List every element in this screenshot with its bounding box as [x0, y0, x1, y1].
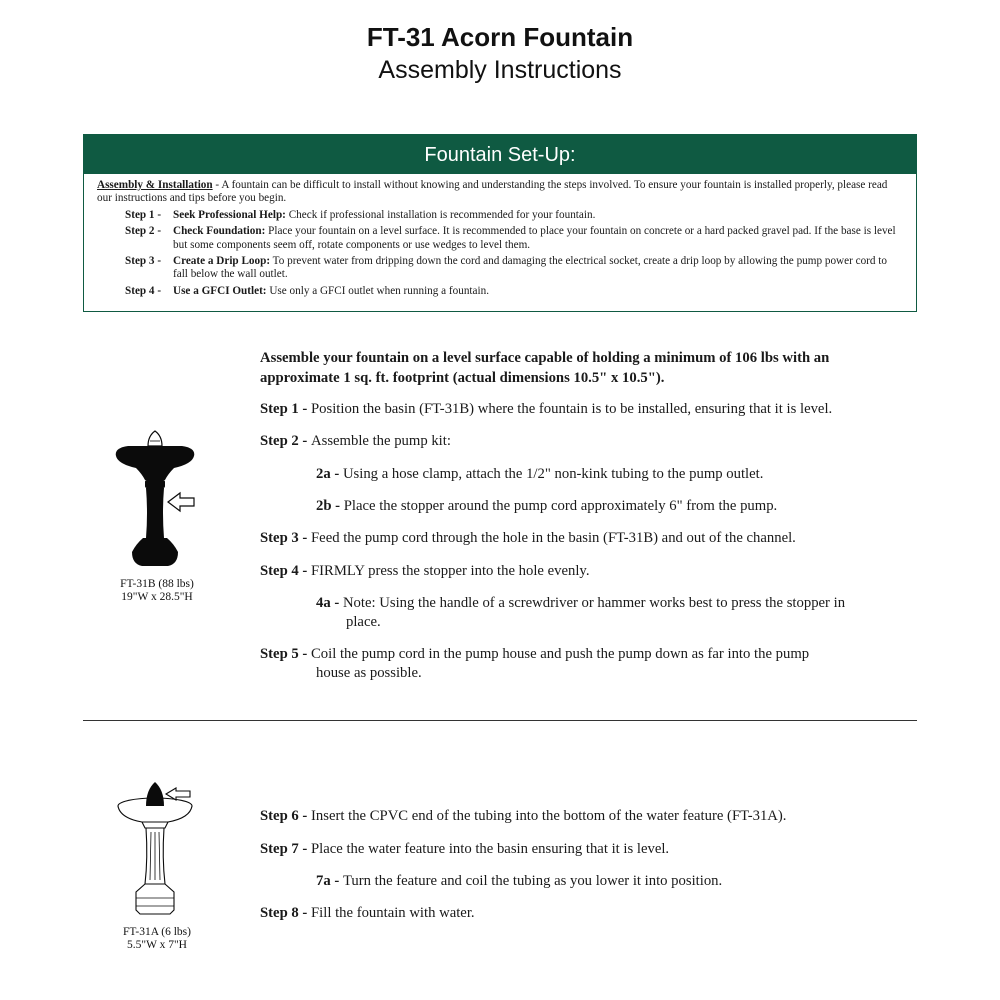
step-text: Feed the pump cord through the hole in the basin (FT-31B) and out of the channel.: [311, 530, 796, 546]
setup-intro-text: - A fountain can be difficult to install without knowing and understanding the steps involved. To ensure your fountain is installed properly, please read our instructions and tips before you begin.: [97, 179, 888, 205]
setup-step-title: Check Foundation:: [173, 225, 266, 238]
feature-neck-shape: [142, 822, 168, 828]
setup-step-2: [97, 225, 902, 252]
basin-caption-dimensions: 19"W x 28.5"H: [121, 591, 193, 603]
step-label: Step 1 -: [260, 401, 311, 417]
setup-body: [84, 174, 916, 298]
assembly-step-1: [260, 400, 920, 419]
assembly-step-4a: [316, 594, 920, 632]
setup-step-label: Step 1 -: [125, 208, 162, 221]
assembly-step-8: [260, 904, 920, 923]
step-label: Step 5 -: [260, 646, 311, 662]
basin-collar-shape: [145, 480, 165, 488]
feature-bowl-shape: [118, 806, 192, 822]
setup-step-1: [97, 209, 902, 222]
setup-step-text: To prevent water from dripping down the cord and damaging the electrical socket, create a drip loop by allowing the pump power cord to fall below the wall outlet.: [173, 255, 887, 281]
step-label: 2b -: [316, 498, 344, 514]
fountain-setup-panel: [83, 134, 917, 312]
basin-base-shape: [132, 538, 178, 566]
setup-step-label: Step 4 -: [125, 284, 162, 297]
water-feature-illustration: [112, 780, 198, 920]
step-text-continued: house as possible.: [316, 665, 422, 681]
assembly-step-2a: [316, 465, 920, 484]
step-text: Place the water feature into the basin ensuring that it is level.: [311, 841, 670, 857]
arrow-left-icon: [168, 493, 194, 511]
acorn-top-shape: [146, 782, 164, 806]
setup-heading: Fountain Set-Up:: [84, 135, 916, 174]
step-label: 7a -: [316, 873, 343, 889]
step-text: Position the basin (FT-31B) where the fountain is to be installed, ensuring that it is level.: [311, 401, 833, 417]
assembly-step-3: [260, 529, 920, 548]
setup-step-title: Use a GFCI Outlet:: [173, 284, 267, 297]
basin-bowl-shape: [116, 446, 195, 468]
assembly-step-7: [260, 840, 920, 859]
basin-neck-shape: [136, 468, 174, 480]
step-label: 4a -: [316, 595, 343, 611]
basin-illustration: [112, 428, 198, 570]
feature-base-shape: [136, 884, 174, 914]
step-text: Coil the pump cord in the pump house and push the pump down as far into the pump: [311, 646, 810, 662]
step-label: Step 8 -: [260, 905, 311, 921]
setup-step-4: [97, 285, 902, 298]
assembly-intro: Assemble your fountain on a level surface capable of holding a minimum of 106 lbs with an approximate 1 sq. ft. footprint (actual dimensions 10.5" x 10.5").: [260, 350, 830, 386]
step-text: Place the stopper around the pump cord approximately 6" from the pump.: [343, 498, 778, 514]
assembly-step-5: [260, 645, 920, 683]
step-text: Insert the CPVC end of the tubing into the bottom of the water feature (FT-31A).: [311, 808, 787, 824]
setup-intro: [97, 179, 902, 206]
step-text-continued: place.: [346, 614, 381, 630]
setup-step-label: Step 2 -: [125, 225, 162, 238]
step-text: Note: Using the handle of a screwdriver or hammer works best to press the stopper in: [342, 595, 846, 611]
setup-step-text: Place your fountain on a level surface. It is recommended to place your fountain on concrete or a hard packed gravel pad. If the base is level but some components seem off, rotate components or use wedges to level them.: [173, 225, 896, 251]
step-text: Fill the fountain with water.: [311, 905, 475, 921]
feature-caption-weight: FT-31A (6 lbs): [123, 926, 191, 938]
step-label: 2a -: [316, 466, 343, 482]
setup-step-label: Step 3 -: [125, 255, 162, 268]
setup-step-text: Use only a GFCI outlet when running a fountain.: [266, 284, 490, 297]
basin-pedestal-shape: [146, 488, 164, 538]
assembly-step-2: [260, 432, 920, 451]
basin-caption: [92, 578, 222, 604]
page-title: FT-31 Acorn Fountain: [366, 22, 634, 52]
step-label: Step 4 -: [260, 563, 311, 579]
setup-step-title: Create a Drip Loop:: [173, 255, 271, 268]
step-label: Step 6 -: [260, 808, 311, 824]
section-divider: [83, 720, 917, 721]
assembly-step-2b: [316, 497, 920, 516]
step-label: Step 3 -: [260, 530, 311, 546]
assembly-step-7a: [316, 872, 920, 891]
step-text: Turn the feature and coil the tubing as you lower it into position.: [342, 873, 723, 889]
feature-caption: [92, 926, 222, 952]
assembly-step-6: [260, 807, 920, 826]
setup-step-text: Check if professional installation is recommended for your fountain.: [285, 208, 596, 221]
feature-caption-dimensions: 5.5"W x 7"H: [127, 939, 187, 951]
step-text: FIRMLY press the stopper into the hole evenly.: [311, 563, 590, 579]
step-text: Assemble the pump kit:: [311, 433, 451, 449]
page-subtitle: Assembly Instructions: [378, 56, 622, 84]
acorn-top-shape: [148, 431, 162, 446]
setup-intro-label: Assembly & Installation: [97, 179, 213, 191]
step-text: Using a hose clamp, attach the 1/2" non-kink tubing to the pump outlet.: [342, 466, 764, 482]
basin-caption-weight: FT-31B (88 lbs): [120, 578, 194, 590]
assembly-step-4: [260, 562, 920, 581]
setup-step-3: [97, 255, 902, 282]
step-label: Step 2 -: [260, 433, 311, 449]
step-label: Step 7 -: [260, 841, 311, 857]
setup-step-title: Seek Professional Help:: [173, 208, 286, 221]
